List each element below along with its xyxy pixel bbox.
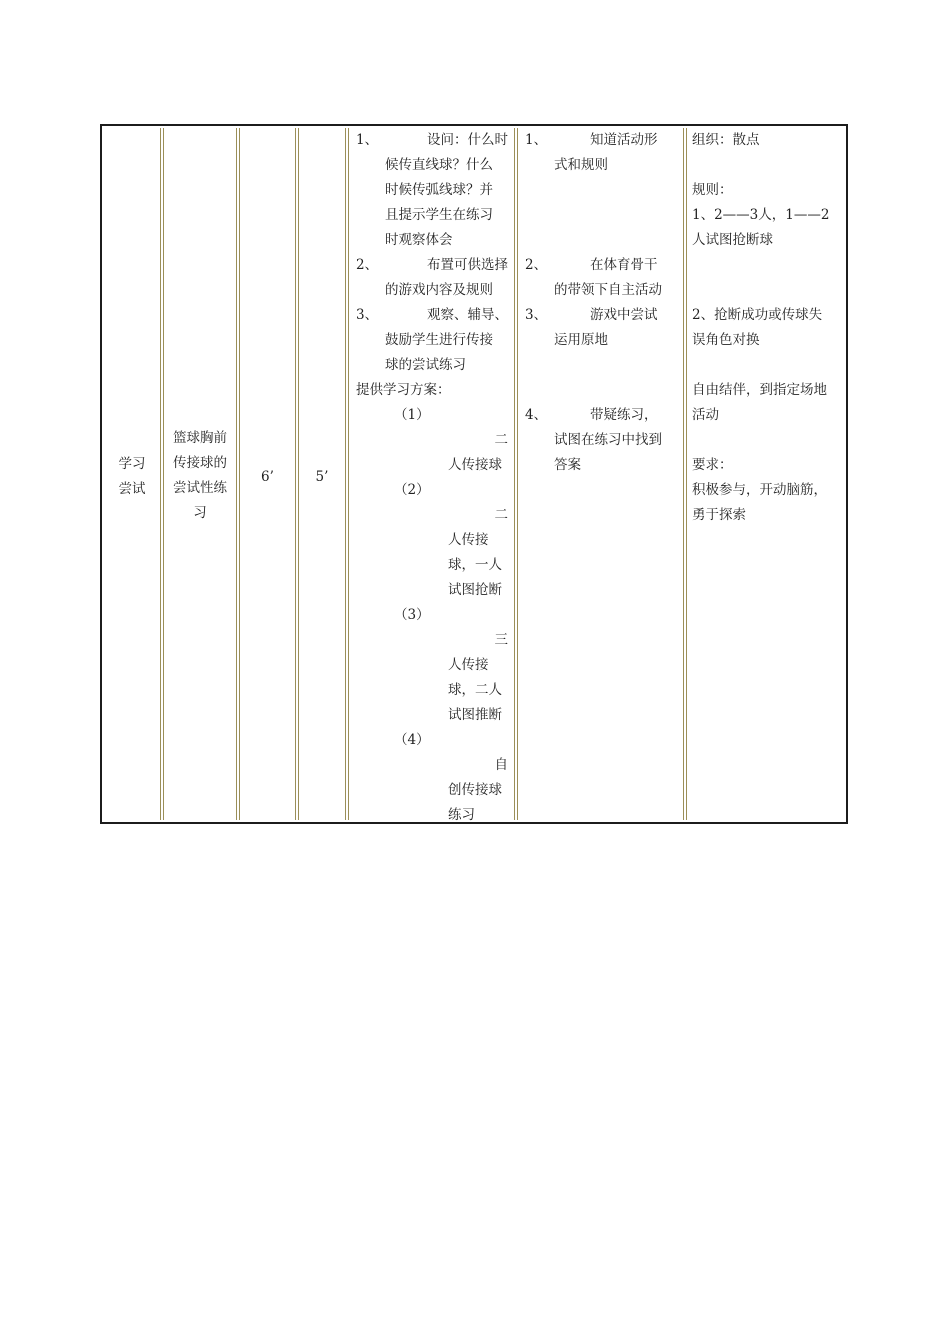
student-item bbox=[525, 128, 670, 153]
count-cell: 5’ bbox=[315, 469, 329, 485]
spacer bbox=[692, 253, 842, 278]
content-line: 篮球胸前 bbox=[173, 430, 227, 446]
item-line: 答案 bbox=[554, 457, 581, 473]
item-text: 在体育骨干 bbox=[590, 257, 658, 273]
plan-line: 练习 bbox=[448, 807, 475, 823]
item-continuation bbox=[356, 153, 508, 253]
time-cell: 6’ bbox=[261, 469, 274, 485]
item-line: 鼓励学生进行传接 bbox=[385, 332, 493, 348]
item-line: 候传直线球？什么 bbox=[385, 157, 493, 173]
teacher-activity-cell bbox=[356, 128, 508, 828]
plan-label: （3） bbox=[394, 607, 430, 623]
spacer bbox=[525, 353, 670, 378]
stage-line: 学习 bbox=[118, 456, 146, 472]
item-number: 2、 bbox=[525, 257, 548, 273]
spacer bbox=[692, 353, 842, 378]
item-continuation bbox=[356, 278, 508, 303]
plan-line: 试图抢断 bbox=[448, 582, 502, 598]
item-line: 且提示学生在练习 bbox=[385, 207, 493, 223]
spacer bbox=[525, 378, 670, 403]
item-text: 带疑练习， bbox=[590, 407, 658, 423]
item-line: 时候传弧线球？并 bbox=[385, 182, 493, 198]
item-continuation bbox=[356, 328, 508, 378]
teacher-item bbox=[356, 303, 508, 328]
plan-line: 球，二人 bbox=[448, 682, 502, 698]
spacer bbox=[525, 228, 670, 253]
rule-line: 1、2——3人，1——2 bbox=[692, 207, 830, 223]
item-line: 球的尝试练习 bbox=[385, 357, 466, 373]
item-line: 试图在练习中找到 bbox=[554, 432, 662, 448]
item-text: 设问：什么时 bbox=[427, 132, 508, 148]
requirement-line: 积极参与，开动脑筋， bbox=[692, 482, 827, 498]
item-line: 式和规则 bbox=[554, 157, 608, 173]
plan-line: 球，一人 bbox=[448, 557, 502, 573]
item-line: 的游戏内容及规则 bbox=[385, 282, 493, 298]
plan-title: 提供学习方案： bbox=[356, 382, 451, 398]
plan-line: 三 bbox=[494, 632, 508, 648]
org-text: 组织：散点 bbox=[692, 132, 760, 148]
rule-line: 2、抢断成功或传球失 bbox=[692, 307, 823, 323]
item-line: 时观察体会 bbox=[385, 232, 453, 248]
organization-cell bbox=[692, 128, 842, 528]
item-text: 知道活动形 bbox=[590, 132, 658, 148]
student-item bbox=[525, 303, 670, 328]
item-number: 1、 bbox=[525, 132, 548, 148]
stage-cell bbox=[106, 452, 158, 502]
item-line: 运用原地 bbox=[554, 332, 608, 348]
plan-line: 二 bbox=[494, 432, 508, 448]
spacer bbox=[525, 203, 670, 228]
plan-label: （2） bbox=[394, 482, 430, 498]
column-divider bbox=[345, 128, 349, 820]
plan-line: 创传接球 bbox=[448, 782, 502, 798]
item-continuation bbox=[525, 153, 670, 178]
column-divider bbox=[683, 128, 687, 820]
stage-line: 尝试 bbox=[118, 481, 146, 497]
requirement-title: 要求： bbox=[692, 457, 733, 473]
content-line: 传接球的 bbox=[173, 455, 227, 471]
content-line: 尝试性练 bbox=[173, 480, 227, 496]
item-number: 3、 bbox=[525, 307, 548, 323]
item-number: 1、 bbox=[356, 132, 379, 148]
item-continuation bbox=[525, 328, 670, 353]
spacer bbox=[692, 153, 842, 178]
free-line: 自由结伴，到指定场地 bbox=[692, 382, 827, 398]
item-text: 布置可供选择 bbox=[427, 257, 508, 273]
rules-title: 规则： bbox=[692, 182, 733, 198]
plan-label: （4） bbox=[394, 732, 430, 748]
free-line: 活动 bbox=[692, 407, 719, 423]
plan-line: 二 bbox=[494, 507, 508, 523]
plan-line: 试图推断 bbox=[448, 707, 502, 723]
rule-line: 人试图抢断球 bbox=[692, 232, 773, 248]
student-item bbox=[525, 253, 670, 278]
item-text: 游戏中尝试 bbox=[590, 307, 658, 323]
column-divider bbox=[514, 128, 518, 820]
teacher-item bbox=[356, 253, 508, 278]
plan-line: 自 bbox=[494, 757, 508, 773]
student-activity-cell bbox=[525, 128, 670, 478]
plan-line: 人传接 bbox=[448, 657, 489, 673]
content-line: 习 bbox=[193, 505, 207, 521]
spacer bbox=[692, 278, 842, 303]
teacher-item bbox=[356, 128, 508, 153]
spacer bbox=[692, 428, 842, 453]
item-number: 4、 bbox=[525, 407, 548, 423]
spacer bbox=[525, 178, 670, 203]
plan-line: 人传接 bbox=[448, 532, 489, 548]
item-continuation bbox=[525, 278, 670, 303]
item-number: 3、 bbox=[356, 307, 379, 323]
plan-line: 人传接球 bbox=[448, 457, 502, 473]
requirement-line: 勇于探索 bbox=[692, 507, 746, 523]
content-cell bbox=[164, 426, 236, 526]
item-number: 2、 bbox=[356, 257, 379, 273]
lesson-plan-table bbox=[100, 124, 848, 824]
item-continuation bbox=[525, 428, 670, 478]
item-line: 的带领下自主活动 bbox=[554, 282, 662, 298]
item-text: 观察、辅导、 bbox=[427, 307, 508, 323]
rule-line: 误角色对换 bbox=[692, 332, 760, 348]
plan-label: （1） bbox=[394, 407, 430, 423]
student-item bbox=[525, 403, 670, 428]
